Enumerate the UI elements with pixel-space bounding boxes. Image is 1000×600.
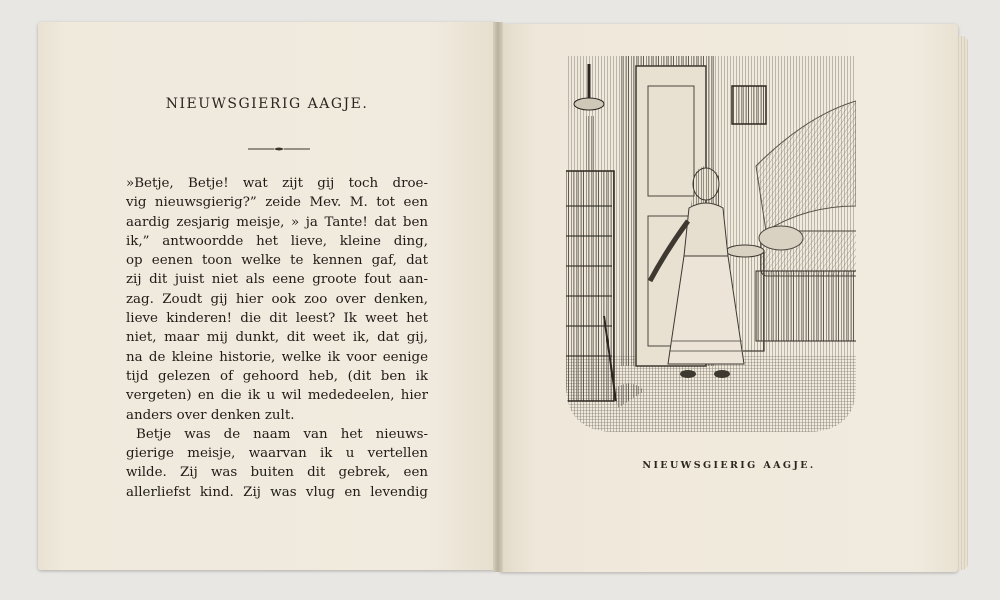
text-line: gierige meisje, waarvan ik u vertellen — [126, 446, 428, 462]
text-line: tijd gelezen of gehoord heb, (dit ben ik — [126, 368, 428, 384]
page-title: NIEUWSGIERIG AAGJE. — [165, 96, 369, 112]
page-edges — [956, 36, 968, 570]
text-line: ik,” antwoordde het lieve, kleine ding, — [126, 233, 428, 249]
text-line: vig nieuwsgierig?” zeide Mev. M. tot een — [126, 195, 428, 211]
text-line: aardig zesjarig meisje, » ja Tante! dat ben — [126, 214, 428, 230]
text-line: lieve kinderen! die dit leest? Ik weet het — [126, 311, 428, 327]
text-line: wilde. Zij was buiten dit gebrek, een — [126, 465, 428, 481]
ornament-divider — [248, 146, 310, 152]
text-line: allerliefst kind. Zij was vlug en levendig — [126, 484, 428, 500]
text-line: Betje was de naam van het nieuws- — [136, 426, 428, 442]
text-line: niet, maar mij dunkt, dit weet ik, dat gij, — [126, 330, 428, 346]
engraving-illustration — [556, 56, 866, 432]
text-line: zag. Zoudt gij hier ook zoo over denken, — [126, 291, 428, 307]
text-line: anders over denken zult. — [126, 407, 295, 423]
text-line: »Betje, Betje! wat zijt gij toch droe- — [126, 176, 428, 191]
text-line: op eenen toon welke te kennen gaf, dat — [126, 253, 428, 269]
body-text — [126, 174, 428, 502]
text-line: zij dit juist niet als eene groote fout aan- — [126, 272, 428, 288]
illustration-caption: NIEUWSGIERIG AAGJE. — [642, 460, 816, 471]
text-line: na de kleine historie, welke ik voor eenige — [126, 349, 428, 365]
text-line: vergeten) en die ik u wil mededeelen, hier — [126, 388, 428, 404]
